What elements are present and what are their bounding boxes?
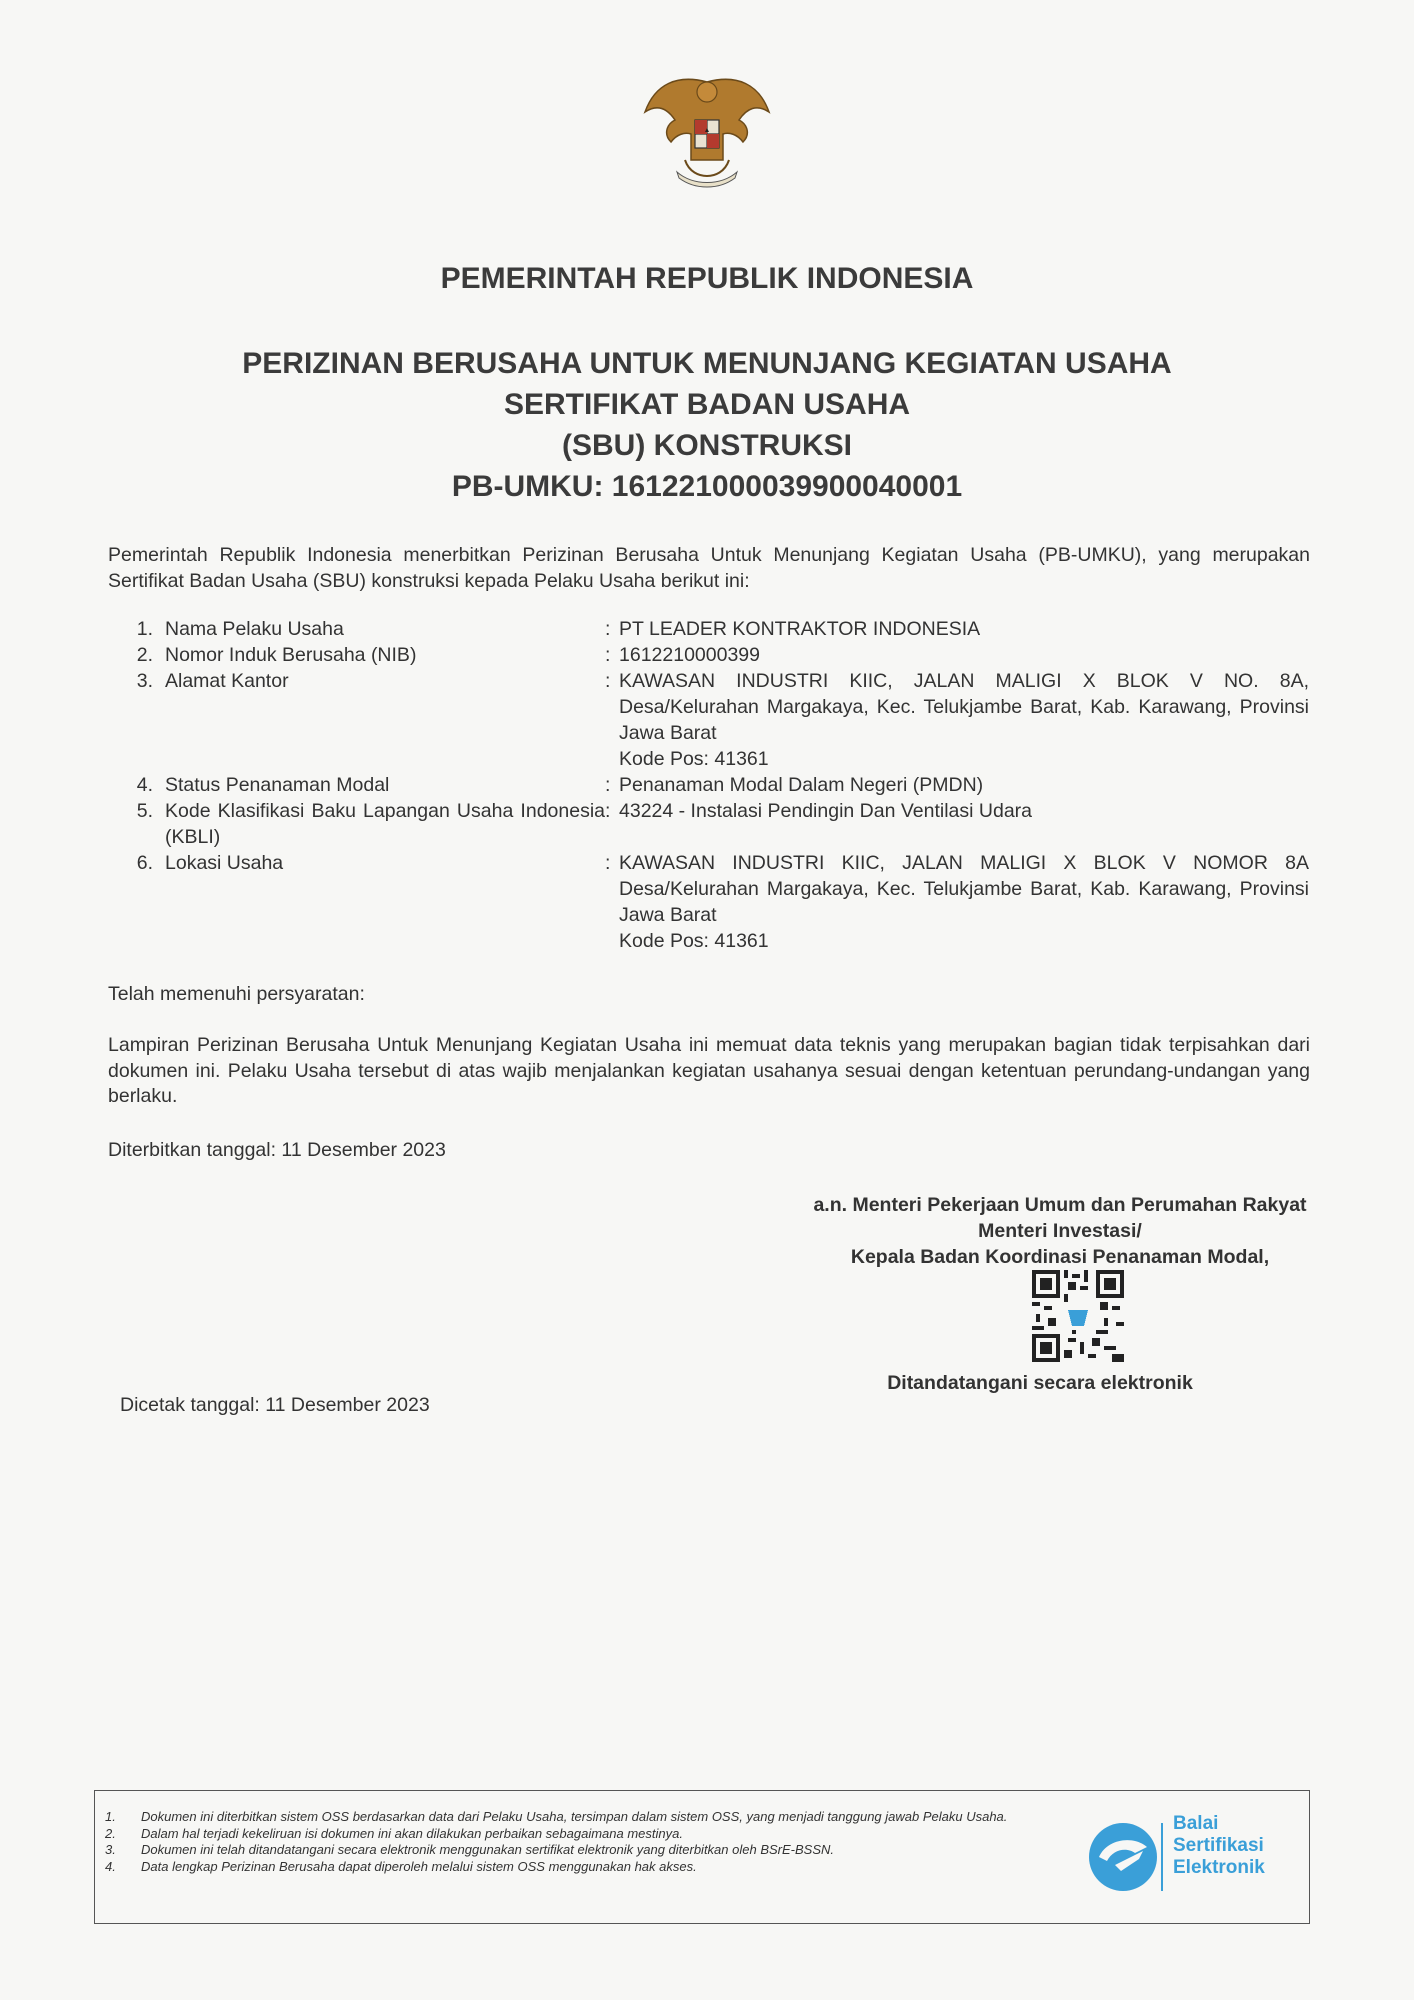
- item-number: 6.: [136, 852, 153, 874]
- title-line: (SBU) KONSTRUKSI: [562, 429, 852, 462]
- item-number: 5.: [136, 800, 153, 822]
- item-label: Status Penanaman Modal: [165, 774, 390, 796]
- note-text: Dalam hal terjadi kekeliruan isi dokumen ini akan dilakukan perbaikan sebagaimana mestinya.: [141, 1825, 683, 1841]
- item-label: Nomor Induk Berusaha (NIB): [165, 644, 417, 666]
- list-item: [108, 772, 1310, 798]
- requirements-text: Telah memenuhi persyaratan:: [108, 983, 365, 1005]
- note-text: Data lengkap Perizinan Berusaha dapat diperoleh melalui sistem OSS menggunakan hak akses.: [141, 1858, 697, 1874]
- list-item: [108, 642, 1310, 668]
- item-label: Lokasi Usaha: [165, 852, 284, 874]
- item-colon: :: [605, 644, 611, 666]
- note-number: 4.: [105, 1858, 116, 1874]
- note-text: Dokumen ini diterbitkan sistem OSS berdasarkan data dari Pelaku Usaha, tersimpan dalam sistem OSS, yang menjadi tanggung jawab Pelaku Usaha.: [141, 1809, 1008, 1824]
- signatory-line: a.n. Menteri Pekerjaan Umum dan Perumahan Rakyat: [813, 1194, 1307, 1216]
- title-line: PERIZINAN BERUSAHA UNTUK MENUNJANG KEGIATAN USAHA: [242, 347, 1172, 380]
- footer-notes-box: [94, 1790, 1310, 1924]
- footer-note: [105, 1859, 1065, 1876]
- printed-date: Dicetak tanggal: 11 Desember 2023: [120, 1394, 430, 1416]
- item-colon: :: [605, 800, 611, 822]
- note-number: 3.: [105, 1842, 116, 1857]
- item-colon: :: [605, 670, 611, 692]
- item-value: 43224 - Instalasi Pendingin Dan Ventilasi Udara: [619, 800, 1033, 822]
- logo-line: Sertifikasi: [1173, 1835, 1264, 1856]
- intro-paragraph: Pemerintah Republik Indonesia menerbitkan Perizinan Berusaha Untuk Menunjang Kegiatan Usaha (PB-UMKU), yang merupakan Sertifikat Badan Usaha (SBU) konstruksi kepada Pelaku Usaha berikut ini:: [108, 544, 1310, 592]
- note-text: Dokumen ini telah ditandatangani secara elektronik menggunakan sertifikat elektronik yang diterbitkan oleh BSrE-BSSN.: [141, 1842, 834, 1857]
- item-number: 3.: [136, 670, 153, 692]
- logo-line: Balai: [1173, 1813, 1219, 1834]
- footer-note: [105, 1826, 1065, 1843]
- bsre-logo-text: [1173, 1813, 1265, 1879]
- item-number: 4.: [136, 774, 153, 796]
- item-label: Kode Klasifikasi Baku Lapangan Usaha Indonesia (KBLI): [165, 800, 605, 848]
- item-number: 2.: [136, 644, 153, 666]
- electronic-signature-text: Ditandatangani secara elektronik: [887, 1372, 1193, 1394]
- item-value: Penanaman Modal Dalam Negeri (PMDN): [619, 774, 984, 796]
- location-text: KAWASAN INDUSTRI KIIC, JALAN MALIGI X BLOK V NOMOR 8A Desa/Kelurahan Margakaya, Kec. Telukjambe Barat, Kab. Karawang, Provinsi Jawa Barat: [619, 852, 1309, 926]
- postal-code: Kode Pos: 41361: [619, 930, 769, 952]
- item-value: [619, 850, 1309, 954]
- item-value: [619, 668, 1309, 772]
- signature-block: [780, 1192, 1340, 1270]
- list-item: [108, 798, 1310, 850]
- footer-notes: [105, 1809, 1065, 1875]
- item-value: 1612210000399: [619, 644, 760, 666]
- list-item: [108, 850, 1310, 954]
- list-item: [108, 668, 1310, 772]
- note-number: 1.: [105, 1809, 116, 1824]
- certificate-title: [0, 343, 1414, 507]
- permit-number: PB-UMKU: 161221000039900040001: [451, 470, 963, 503]
- item-label: Nama Pelaku Usaha: [165, 618, 344, 640]
- item-colon: :: [605, 618, 611, 640]
- address-text: KAWASAN INDUSTRI KIIC, JALAN MALIGI X BLOK V NO. 8A, Desa/Kelurahan Margakaya, Kec. Telukjambe Barat, Kab. Karawang, Provinsi Jawa Barat: [619, 670, 1309, 744]
- business-details-list: [108, 616, 1310, 954]
- logo-line: Elektronik: [1173, 1857, 1265, 1878]
- issued-date: Diterbitkan tanggal: 11 Desember 2023: [108, 1139, 446, 1161]
- signatory-line: Menteri Investasi/: [978, 1220, 1142, 1242]
- list-item: [108, 616, 1310, 642]
- item-label: Alamat Kantor: [165, 670, 289, 692]
- bsre-logo: [1085, 1813, 1295, 1901]
- item-colon: :: [605, 774, 611, 796]
- qr-code-icon: [1032, 1270, 1124, 1362]
- attachment-paragraph: Lampiran Perizinan Berusaha Untuk Menunjang Kegiatan Usaha ini memuat data teknis yang merupakan bagian tidak terpisahkan dari dokumen ini. Pelaku Usaha tersebut di atas wajib menjalankan kegiatan usahanya sesuai dengan ketentuan perundang-undangan yang berlaku.: [108, 1034, 1310, 1107]
- note-number: 2.: [105, 1825, 116, 1841]
- item-colon: :: [605, 852, 611, 874]
- garuda-emblem-icon: [637, 64, 777, 196]
- footer-note: [105, 1809, 1065, 1826]
- government-heading: PEMERINTAH REPUBLIK INDONESIA: [440, 262, 974, 295]
- footer-note: [105, 1842, 1065, 1859]
- item-value: PT LEADER KONTRAKTOR INDONESIA: [619, 618, 981, 640]
- bsre-emblem-icon: [1085, 1817, 1165, 1897]
- item-number: 1.: [136, 618, 153, 640]
- title-line: SERTIFIKAT BADAN USAHA: [503, 388, 911, 421]
- signatory-line: Kepala Badan Koordinasi Penanaman Modal,: [850, 1246, 1270, 1268]
- postal-code: Kode Pos: 41361: [619, 748, 769, 770]
